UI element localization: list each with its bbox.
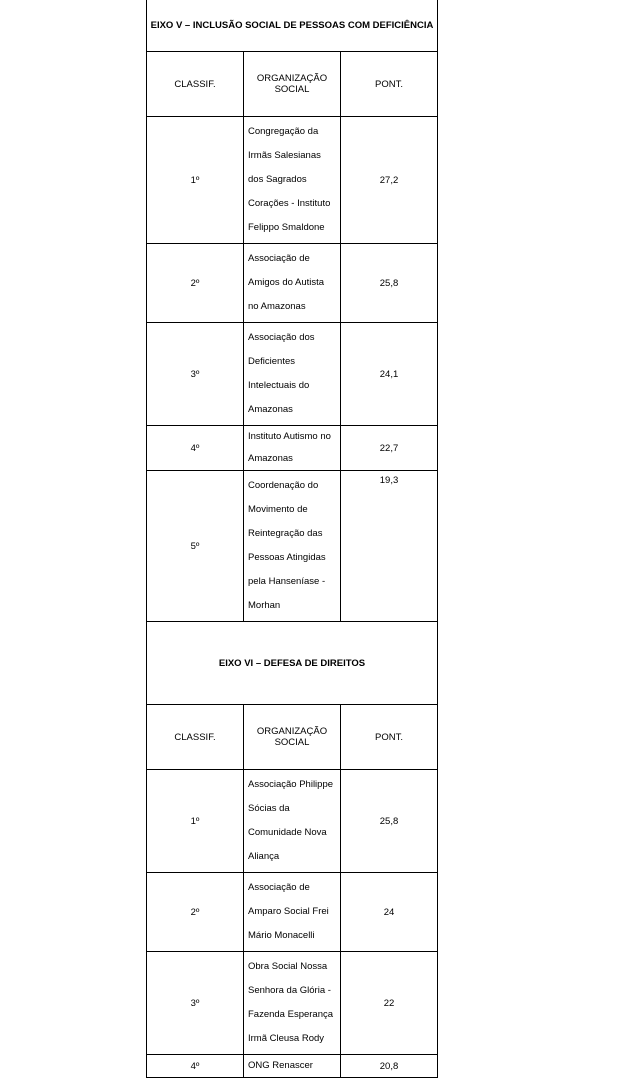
section-title-row (147, 622, 438, 705)
table-row (147, 952, 438, 1055)
header-row (147, 705, 438, 770)
row-pont: 25,8 (341, 770, 438, 873)
section-title: EIXO V – INCLUSÃO SOCIAL DE PESSOAS COM DEFICIÊNCIA (147, 0, 438, 52)
row-classif: 3º (147, 323, 244, 426)
table-row (147, 323, 438, 426)
table-row (147, 426, 438, 471)
row-classif: 1º (147, 770, 244, 873)
header-classif: CLASSIF. (147, 705, 244, 770)
table-row (147, 873, 438, 952)
row-classif: 4º (147, 1055, 244, 1078)
row-classif: 3º (147, 952, 244, 1055)
row-pont: 22 (341, 952, 438, 1055)
header-pont: PONT. (341, 52, 438, 117)
table-row (147, 244, 438, 323)
row-org: Coordenação do Movimento de Reintegração das Pessoas Atingidas pela Hanseníase - Morhan (244, 471, 341, 622)
row-classif: 5º (147, 471, 244, 622)
row-classif: 2º (147, 873, 244, 952)
table-row (147, 1055, 438, 1078)
row-pont: 24 (341, 873, 438, 952)
row-org: Associação dos Deficientes Intelectuais do Amazonas (244, 323, 341, 426)
table-row (147, 117, 438, 244)
row-org: Associação de Amigos do Autista no Amazonas (244, 244, 341, 323)
row-pont: 24,1 (341, 323, 438, 426)
row-org: Congregação da Irmãs Salesianas dos Sagrados Corações - Instituto Felippo Smaldone (244, 117, 341, 244)
table-row (147, 471, 438, 622)
row-pont: 27,2 (341, 117, 438, 244)
ranking-table (146, 0, 438, 1078)
row-pont: 25,8 (341, 244, 438, 323)
header-org: ORGANIZAÇÃO SOCIAL (244, 52, 341, 117)
row-org: Associação Philippe Sócias da Comunidade Nova Aliança (244, 770, 341, 873)
row-classif: 4º (147, 426, 244, 471)
header-row (147, 52, 438, 117)
document-page (146, 0, 438, 1072)
section-title: EIXO VI – DEFESA DE DIREITOS (147, 622, 438, 705)
row-pont: 22,7 (341, 426, 438, 471)
section-title-row (147, 0, 438, 52)
row-pont: 19,3 (341, 471, 438, 622)
row-classif: 1º (147, 117, 244, 244)
row-org: Associação de Amparo Social Frei Mário Monacelli (244, 873, 341, 952)
row-classif: 2º (147, 244, 244, 323)
row-pont: 20,8 (341, 1055, 438, 1078)
table-row (147, 770, 438, 873)
row-org: Instituto Autismo no Amazonas (244, 426, 341, 471)
header-pont: PONT. (341, 705, 438, 770)
header-org: ORGANIZAÇÃO SOCIAL (244, 705, 341, 770)
row-org: ONG Renascer (244, 1055, 341, 1078)
header-classif: CLASSIF. (147, 52, 244, 117)
row-org: Obra Social Nossa Senhora da Glória - Fazenda Esperança Irmã Cleusa Rody (244, 952, 341, 1055)
